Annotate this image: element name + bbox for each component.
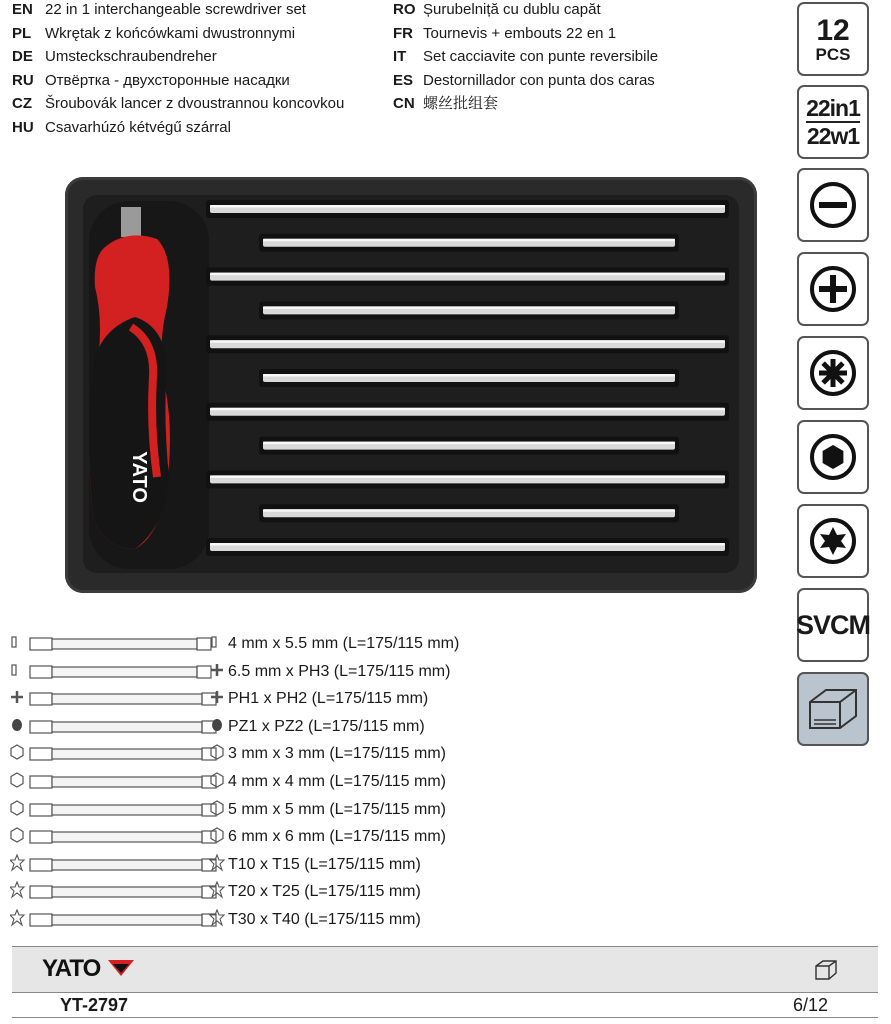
language-code: HU: [12, 118, 34, 136]
language-code: EN: [12, 1, 33, 18]
box-outline-icon: [814, 959, 838, 981]
bit-drawing: [10, 716, 225, 738]
material-badge: [797, 588, 869, 662]
language-row-en: [12, 0, 306, 20]
language-text: Отвёртка - двухсторонные насадки: [45, 71, 290, 89]
bit-spec-text: T20 x T25 (L=175/115 mm): [228, 883, 421, 901]
bit-spec-row: [10, 661, 670, 683]
bit-tip-left-icon: [11, 828, 23, 842]
language-text: 22 in 1 interchangeable screwdriver set: [45, 1, 306, 18]
phillips-badge: [797, 252, 869, 326]
bit-spec-row: [10, 799, 670, 821]
screwdriver-handle: [89, 207, 170, 549]
bit-tip-left-icon: [10, 882, 24, 897]
pcs-label: PCS: [815, 44, 851, 64]
bit-tip-left-icon: [10, 855, 24, 870]
footer: [12, 946, 878, 1018]
box-badge: [797, 672, 869, 746]
footer-brand-row: [12, 947, 878, 993]
bit-highlight: [263, 239, 675, 242]
ratio-badge: [797, 85, 869, 159]
bit-tip-right-icon: [211, 664, 223, 676]
language-code: RU: [12, 71, 34, 89]
slotted-badge: [797, 168, 869, 242]
bit-highlight: [263, 306, 675, 309]
bit-highlight: [210, 543, 725, 546]
bit-spec-row: [10, 743, 670, 765]
footer-brand: YATO: [42, 955, 136, 983]
model-number: YT-2797: [60, 995, 129, 1015]
bit-spec-text: 6.5 mm x PH3 (L=175/115 mm): [228, 662, 451, 680]
bit-spec-row: [10, 826, 670, 848]
bit-tip-right-icon: [211, 745, 223, 759]
ratio-top: 22in1: [806, 95, 860, 121]
bit-tip-right-icon: [212, 719, 222, 731]
bit-drawing: [10, 688, 225, 710]
bit-tip-left-icon: [11, 691, 23, 703]
bit-drawing: [10, 799, 225, 821]
bit-drawing: [10, 854, 225, 876]
language-code: PL: [12, 24, 32, 42]
bit-spec-text: PH1 x PH2 (L=175/115 mm): [228, 690, 429, 708]
bit-drawing: [10, 881, 225, 903]
tray-contents: [65, 177, 757, 593]
bit-highlight: [263, 509, 675, 512]
language-text: Destornillador con punta dos caras: [423, 71, 655, 89]
brand-logo-icon: [106, 958, 136, 978]
language-code: FR: [393, 24, 413, 42]
bit-drawing: [10, 633, 225, 655]
language-text: Tournevis + embouts 22 en 1: [423, 24, 617, 42]
bit-drawing: [10, 909, 225, 931]
language-text: Șurubelniță cu dublu capăt: [423, 1, 601, 18]
bit-tip-right-icon: [211, 773, 223, 787]
language-code: CN: [393, 95, 415, 112]
slotted-icon: [808, 180, 858, 230]
language-code: IT: [393, 48, 407, 65]
bit-highlight: [263, 442, 675, 445]
language-row-pl: [12, 24, 295, 44]
bit-highlight: [210, 273, 725, 276]
bit-highlight: [263, 374, 675, 377]
language-row-de: [12, 47, 217, 67]
torx-badge: [797, 504, 869, 578]
handle-brand: YATO: [128, 451, 150, 503]
bit-spec-text: 6 mm x 6 mm (L=175/115 mm): [228, 828, 446, 846]
ratio-bottom: 22w1: [806, 123, 860, 149]
language-row-fr: [393, 24, 616, 44]
language-row-hu: [12, 118, 231, 138]
bit-drawing: [10, 826, 225, 848]
bit-highlight: [210, 408, 725, 411]
page-number: 6/12: [792, 995, 828, 1015]
language-row-es: [393, 71, 655, 91]
phillips-icon: [808, 264, 858, 314]
bit-drawing: [10, 661, 225, 683]
bit-spec-text: T30 x T40 (L=175/115 mm): [228, 911, 421, 928]
language-text: Wkrętak z końcówkami dwustronnymi: [45, 24, 296, 42]
language-code: RO: [393, 1, 416, 18]
language-code: CZ: [12, 95, 32, 112]
hex-icon: [808, 432, 858, 482]
language-text: Šroubovák lancer z dvoustrannou koncovkou: [45, 95, 345, 112]
pozidriv-icon: [808, 348, 858, 398]
bit-tip-left-icon: [12, 637, 16, 647]
bit-highlight: [210, 340, 725, 343]
torx-icon: [808, 516, 858, 566]
bit-drawing: [10, 771, 225, 793]
bit-spec-row: [10, 688, 670, 710]
language-row-it: [393, 47, 658, 67]
bit-spec-text: 5 mm x 5 mm (L=175/115 mm): [228, 800, 446, 818]
bit-tip-left-icon: [12, 665, 16, 675]
bit-tip-left-icon: [11, 801, 23, 815]
language-code: ES: [393, 71, 414, 89]
pcs-number: 12: [816, 13, 850, 47]
bit-spec-row: [10, 881, 670, 903]
bit-spec-text: T10 x T15 (L=175/115 mm): [228, 855, 421, 873]
bit-tip-left-icon: [10, 910, 24, 925]
bit-spec-text: 4 mm x 5.5 mm (L=175/115 mm): [228, 635, 460, 652]
hex-badge: [797, 420, 869, 494]
bit-tip-left-icon: [11, 773, 23, 787]
language-text: 螺丝批组套: [423, 95, 499, 112]
material-label: SVCM: [796, 609, 871, 640]
bit-tip-right-icon: [210, 910, 224, 925]
bit-tip-right-icon: [211, 801, 223, 815]
bit-tip-right-icon: [210, 855, 224, 870]
bit-spec-text: PZ1 x PZ2 (L=175/115 mm): [228, 717, 425, 735]
language-row-cn: [393, 94, 498, 114]
bit-spec-row: [10, 716, 670, 738]
storage-tray: [65, 177, 757, 593]
bit-tip-left-icon: [12, 719, 22, 731]
pozidriv-badge: [797, 336, 869, 410]
language-text: Csavarhúzó kétvégű szárral: [45, 118, 231, 136]
bit-spec-row: [10, 854, 670, 876]
bit-tip-left-icon: [11, 745, 23, 759]
bit-tip-right-icon: [211, 828, 223, 842]
bit-tip-right-icon: [212, 637, 216, 647]
language-text: Umsteckschraubendreher: [45, 48, 217, 65]
bit-highlight: [210, 475, 725, 478]
bit-tip-right-icon: [210, 882, 224, 897]
language-row-ru: [12, 71, 290, 91]
box-icon: [806, 686, 860, 732]
bit-highlight: [210, 205, 725, 208]
bit-spec-text: 4 mm x 4 mm (L=175/115 mm): [228, 773, 446, 790]
bit-spec-row: [10, 909, 670, 931]
language-text: Set cacciavite con punte reversibile: [423, 48, 659, 65]
language-code: DE: [12, 48, 33, 65]
bit-spec-row: [10, 771, 670, 793]
language-row-ro: [393, 0, 601, 20]
language-row-cz: [12, 94, 344, 114]
bit-spec-row: [10, 633, 670, 655]
pcs-badge: [797, 2, 869, 76]
bit-drawing: [10, 743, 225, 765]
bit-spec-text: 3 mm x 3 mm (L=175/115 mm): [228, 745, 446, 763]
